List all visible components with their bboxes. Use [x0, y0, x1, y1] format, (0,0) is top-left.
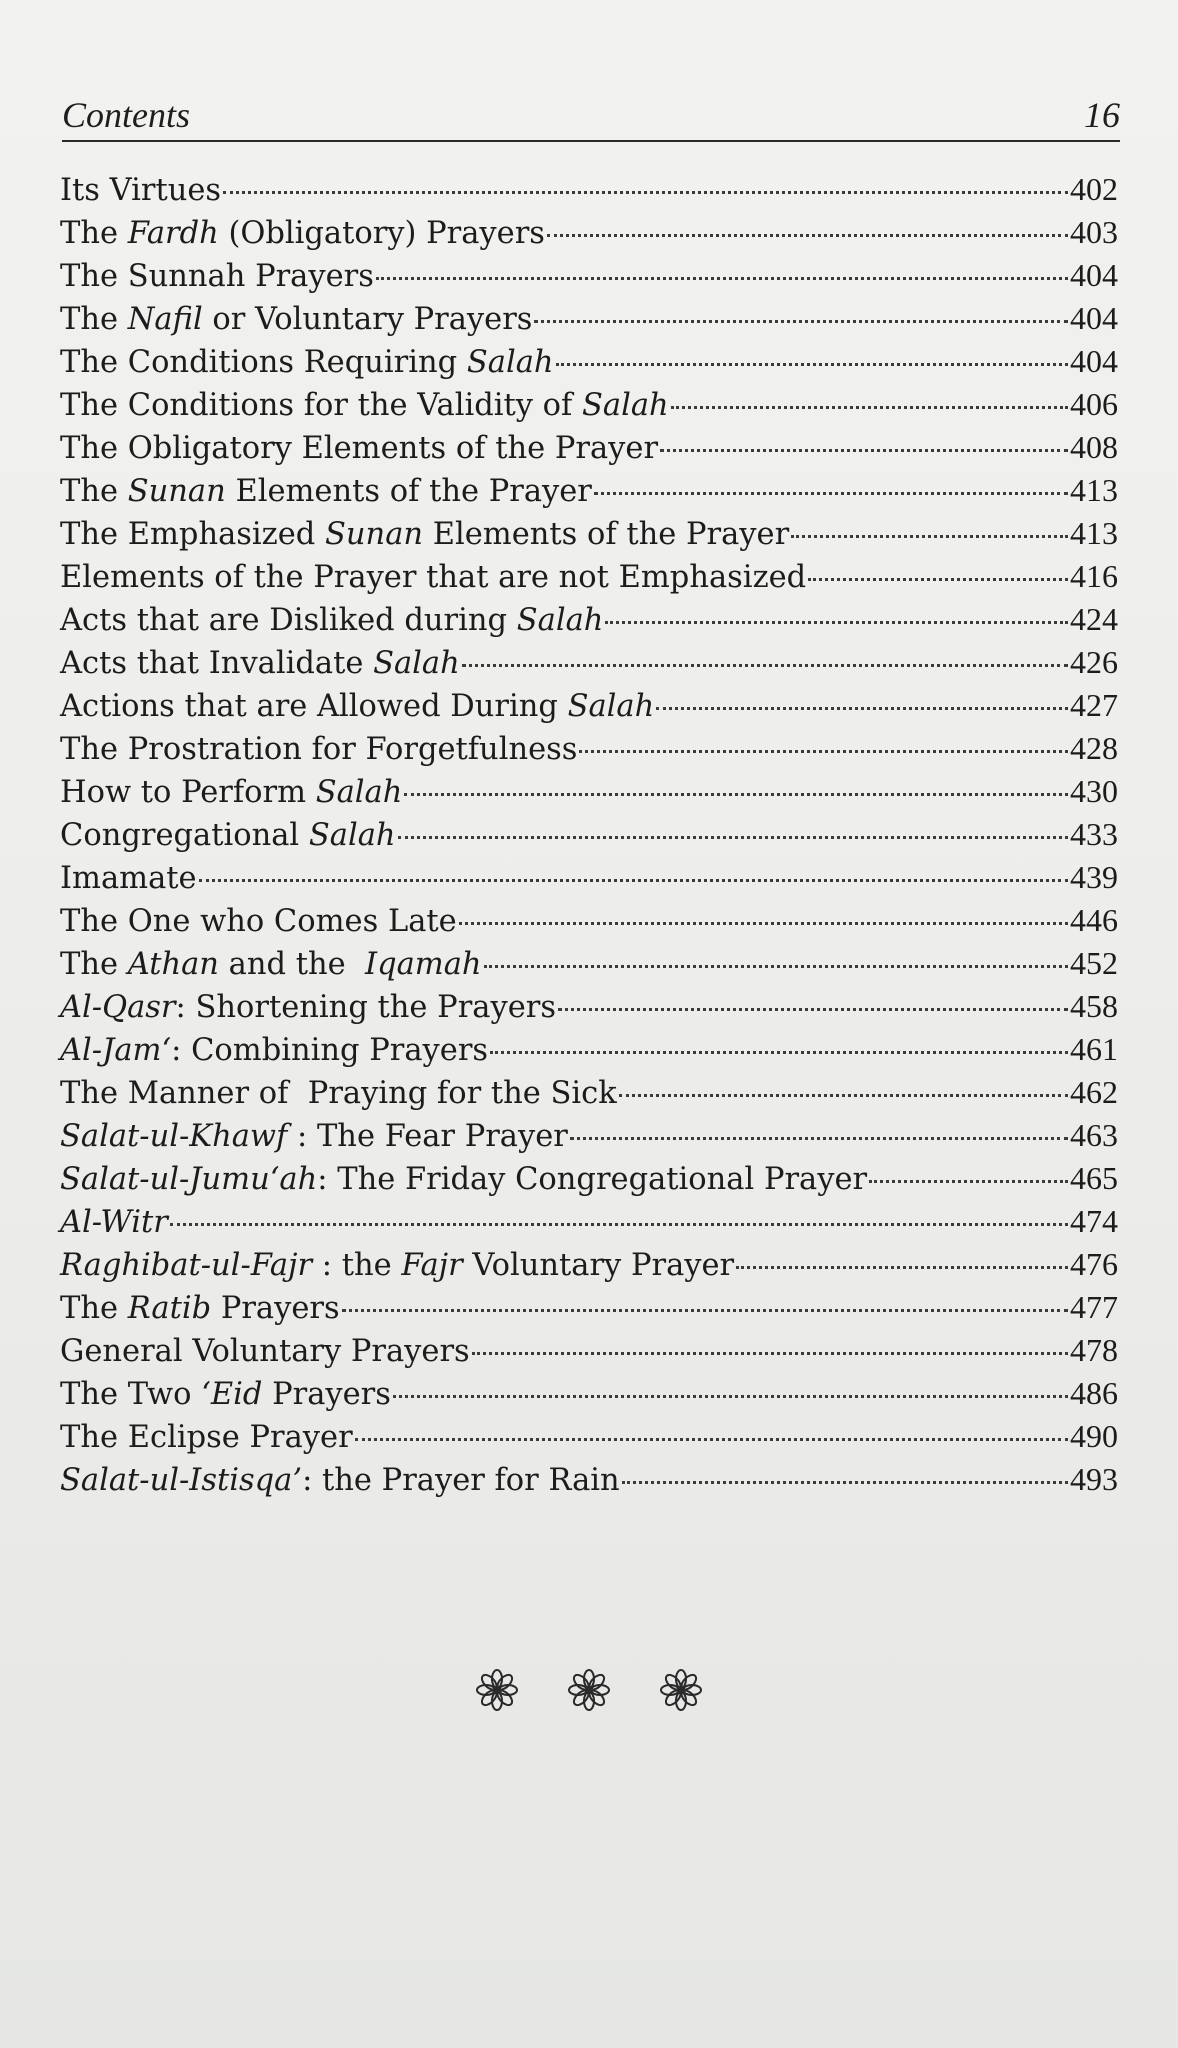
toc-leader-dots [547, 234, 1068, 237]
toc-title-italic-segment: Athan [127, 947, 219, 982]
toc-title-segment: or Voluntary Prayers [202, 302, 533, 337]
toc-entry-page: 439 [1070, 859, 1118, 895]
toc-title-italic-segment: Salah [308, 818, 396, 853]
toc-leader-dots [393, 1395, 1068, 1398]
toc-title-segment: How to Perform [60, 775, 316, 810]
toc-leader-dots [656, 707, 1068, 710]
toc-entry-title [60, 599, 603, 642]
toc-entry-title [60, 1201, 168, 1244]
toc-title-segment: : the Prayer for Rain [302, 1463, 620, 1498]
toc-title-italic-segment: Salah [466, 345, 554, 380]
toc-title-segment: (Obligatory) Prayers [218, 216, 545, 251]
toc-entry-page: 493 [1070, 1461, 1118, 1497]
toc-leader-dots [355, 1438, 1068, 1441]
toc-leader-dots [660, 449, 1068, 452]
toc-entry [60, 1329, 1118, 1372]
toc-title-segment: Acts that are Disliked during [60, 603, 517, 638]
toc-leader-dots [594, 492, 1068, 495]
toc-leader-dots [579, 750, 1068, 753]
toc-title-segment: The [60, 1291, 128, 1326]
toc-leader-dots [462, 664, 1068, 667]
toc-entry [60, 340, 1118, 383]
toc-entry-page: 465 [1070, 1160, 1118, 1196]
toc-title-italic-segment: Salah [582, 388, 669, 423]
toc-entry [60, 1200, 1118, 1243]
toc-entry-title [60, 513, 789, 556]
toc-title-segment: and the [218, 947, 366, 982]
toc-entry [60, 426, 1118, 469]
flower-ornament-icon [475, 1668, 519, 1712]
toc-entry-page: 404 [1070, 257, 1118, 293]
toc-title-segment: Acts that Invalidate [60, 646, 374, 681]
toc-entry-page: 428 [1070, 730, 1118, 766]
toc-title-segment: Elements of the Prayer [423, 517, 790, 552]
toc-entry-page: 433 [1070, 816, 1118, 852]
toc-entry [60, 942, 1118, 985]
toc-entry-page: 463 [1070, 1117, 1118, 1153]
toc-entry-title [60, 1072, 617, 1115]
toc-title-segment: Elements of the Prayer that are not Emphasized [60, 560, 807, 595]
toc-entry [60, 211, 1118, 254]
toc-entry-title [60, 857, 197, 900]
toc-entry [60, 813, 1118, 856]
toc-entry-page: 403 [1070, 214, 1118, 250]
toc-entry-page: 416 [1070, 558, 1118, 594]
toc-entry [60, 1243, 1118, 1286]
toc-entry [60, 383, 1118, 426]
toc-entry-page: 478 [1070, 1332, 1118, 1368]
toc-entry-title [60, 470, 592, 513]
toc-title-italic-segment: Salat-ul-Istisqa’ [60, 1463, 303, 1498]
toc-leader-dots [534, 320, 1068, 323]
toc-title-italic-segment: Ratib [127, 1291, 212, 1326]
toc-title-segment: Congregational [60, 818, 309, 853]
toc-entry [60, 684, 1118, 727]
toc-title-segment: The Sunnah Prayers [60, 259, 374, 294]
toc-title-segment: Prayers [262, 1377, 391, 1412]
toc-entry-title [60, 1416, 353, 1459]
toc-leader-dots [622, 1481, 1068, 1484]
toc-title-segment: : Combining Prayers [171, 1033, 489, 1068]
toc-entry-title [60, 685, 654, 728]
toc-title-italic-segment: Sunan [127, 474, 226, 509]
page-header [62, 92, 1120, 142]
toc-entry-title [60, 298, 532, 341]
toc-entry [60, 1415, 1118, 1458]
toc-entry-page: 404 [1070, 300, 1118, 336]
toc-entry-page: 406 [1070, 386, 1118, 422]
toc-entry [60, 856, 1118, 899]
toc-entry [60, 1372, 1118, 1415]
toc-entry-title [60, 986, 556, 1029]
toc-leader-dots [398, 836, 1068, 839]
toc-entry [60, 727, 1118, 770]
toc-entry [60, 641, 1118, 684]
toc-title-italic-segment: Fajr [401, 1248, 463, 1283]
toc-title-segment: The [60, 216, 128, 251]
toc-title-segment: The [60, 947, 128, 982]
toc-entry-title [60, 427, 658, 470]
toc-entry [60, 1028, 1118, 1071]
toc-title-segment: : The Fear Prayer [287, 1119, 568, 1154]
toc-title-italic-segment: Salah [373, 646, 460, 681]
toc-leader-dots [808, 578, 1068, 581]
toc-leader-dots [199, 879, 1068, 882]
toc-entry [60, 1071, 1118, 1114]
toc-entry-page: 477 [1070, 1289, 1118, 1325]
toc-title-segment: The Prostration for Forgetfulness [60, 732, 578, 767]
toc-leader-dots [170, 1223, 1068, 1226]
toc-title-italic-segment: Al-Witr [60, 1205, 168, 1240]
toc-entry-title [60, 814, 396, 857]
toc-entry-title [60, 255, 374, 298]
toc-title-italic-segment: Salat-ul-Jumu‘ah [60, 1162, 318, 1197]
toc-title-italic-segment: Salat-ul-Khawf [60, 1119, 288, 1154]
section-end-ornaments [0, 1668, 1178, 1712]
toc-entry-title [60, 556, 806, 599]
toc-entry [60, 899, 1118, 942]
toc-entry-title [60, 1330, 470, 1373]
toc-leader-dots [472, 1352, 1068, 1355]
toc-entry-title [60, 943, 482, 986]
toc-title-segment: The Two [60, 1377, 202, 1412]
toc-title-italic-segment: Raghibat-ul-Fajr [60, 1248, 313, 1283]
toc-entry [60, 555, 1118, 598]
toc-title-italic-segment: Salah [315, 775, 403, 810]
toc-leader-dots [376, 277, 1068, 280]
toc-entry [60, 985, 1118, 1028]
toc-entry-page: 408 [1070, 429, 1118, 465]
toc-title-segment: The Eclipse Prayer [60, 1420, 353, 1455]
toc-title-segment: Imamate [60, 861, 197, 896]
flower-ornament-icon [659, 1668, 703, 1712]
toc-leader-dots [556, 363, 1068, 366]
toc-leader-dots [223, 191, 1068, 194]
toc-entry-title [60, 212, 545, 255]
toc-leader-dots [671, 406, 1068, 409]
toc-entry-page: 452 [1070, 945, 1118, 981]
toc-entry-title [60, 1287, 340, 1330]
header-title: Contents [62, 95, 191, 135]
toc-title-segment: The Emphasized [60, 517, 326, 552]
flower-ornament-icon [567, 1668, 611, 1712]
toc-entry-title [60, 384, 669, 427]
toc-entry-page: 474 [1070, 1203, 1118, 1239]
toc-entry-page: 462 [1070, 1074, 1118, 1110]
toc-entry [60, 770, 1118, 813]
toc-title-segment: The [60, 474, 128, 509]
toc-entry [60, 469, 1118, 512]
toc-entry-page: 402 [1070, 171, 1118, 207]
toc-entry-title [60, 642, 460, 685]
toc-title-segment: The Obligatory Elements of the Prayer [60, 431, 659, 466]
table-of-contents [60, 168, 1118, 1501]
toc-title-segment: The [60, 302, 128, 337]
toc-leader-dots [570, 1137, 1068, 1140]
toc-entry [60, 512, 1118, 555]
toc-title-segment: The One who Comes Late [60, 904, 457, 939]
toc-entry-title [60, 771, 402, 814]
toc-leader-dots [404, 793, 1068, 796]
toc-entry-page: 424 [1070, 601, 1118, 637]
toc-title-segment: The Conditions Requiring [60, 345, 467, 380]
toc-entry-title [60, 900, 457, 943]
toc-entry-page: 476 [1070, 1246, 1118, 1282]
toc-leader-dots [490, 1051, 1068, 1054]
toc-entry-title [60, 169, 221, 212]
toc-leader-dots [484, 965, 1068, 968]
toc-title-italic-segment: Iqamah [365, 947, 482, 982]
toc-leader-dots [869, 1180, 1068, 1183]
toc-entry-page: 404 [1070, 343, 1118, 379]
toc-title-italic-segment: ‘Eid [201, 1377, 263, 1412]
toc-entry [60, 168, 1118, 211]
toc-title-segment: Actions that are Allowed During [60, 689, 568, 724]
toc-leader-dots [342, 1309, 1068, 1312]
toc-title-italic-segment: Nafil [127, 302, 203, 337]
toc-entry-page: 427 [1070, 687, 1118, 723]
toc-entry-title [60, 1459, 620, 1502]
toc-entry-page: 426 [1070, 644, 1118, 680]
toc-entry [60, 1286, 1118, 1329]
toc-title-segment: : Shortening the Prayers [175, 990, 556, 1025]
toc-entry-page: 461 [1070, 1031, 1118, 1067]
toc-leader-dots [736, 1266, 1068, 1269]
toc-entry-page: 446 [1070, 902, 1118, 938]
toc-title-italic-segment: Al-Qasr [60, 990, 176, 1025]
toc-title-italic-segment: Salah [567, 689, 655, 724]
toc-leader-dots [459, 922, 1068, 925]
toc-entry-page: 458 [1070, 988, 1118, 1024]
toc-entry-page: 486 [1070, 1375, 1118, 1411]
toc-leader-dots [605, 621, 1068, 624]
toc-entry [60, 1458, 1118, 1501]
toc-title-italic-segment: Al-Jam‘ [60, 1033, 172, 1068]
toc-title-italic-segment: Sunan [325, 517, 424, 552]
toc-title-segment: : the [312, 1248, 402, 1283]
toc-title-segment: Voluntary Prayer [462, 1248, 735, 1283]
toc-entry-title [60, 341, 554, 384]
toc-title-segment: Its Virtues [60, 173, 222, 208]
toc-entry-page: 413 [1070, 472, 1118, 508]
toc-title-segment: Elements of the Prayer [225, 474, 592, 509]
toc-entry-title [60, 728, 577, 771]
toc-entry [60, 1157, 1118, 1200]
toc-title-italic-segment: Salah [516, 603, 604, 638]
toc-title-segment: The Conditions for the Validity of [60, 388, 583, 423]
header-page-number: 16 [1084, 95, 1120, 135]
toc-entry-title [60, 1115, 568, 1158]
toc-title-segment: : The Friday Congregational Prayer [317, 1162, 868, 1197]
toc-title-segment: General Voluntary Prayers [60, 1334, 470, 1369]
toc-entry-page: 413 [1070, 515, 1118, 551]
toc-title-italic-segment: Fardh [127, 216, 219, 251]
toc-entry-title [60, 1373, 391, 1416]
toc-entry-title [60, 1158, 867, 1201]
toc-leader-dots [619, 1094, 1068, 1097]
toc-entry [60, 254, 1118, 297]
toc-entry-title [60, 1244, 734, 1287]
toc-leader-dots [558, 1008, 1068, 1011]
toc-title-segment: The Manner of Praying for the Sick [60, 1076, 617, 1111]
toc-entry [60, 598, 1118, 641]
toc-entry [60, 1114, 1118, 1157]
toc-entry-title [60, 1029, 488, 1072]
toc-leader-dots [791, 535, 1068, 538]
toc-entry-page: 430 [1070, 773, 1118, 809]
toc-entry-page: 490 [1070, 1418, 1118, 1454]
toc-title-segment: Prayers [211, 1291, 340, 1326]
toc-entry [60, 297, 1118, 340]
